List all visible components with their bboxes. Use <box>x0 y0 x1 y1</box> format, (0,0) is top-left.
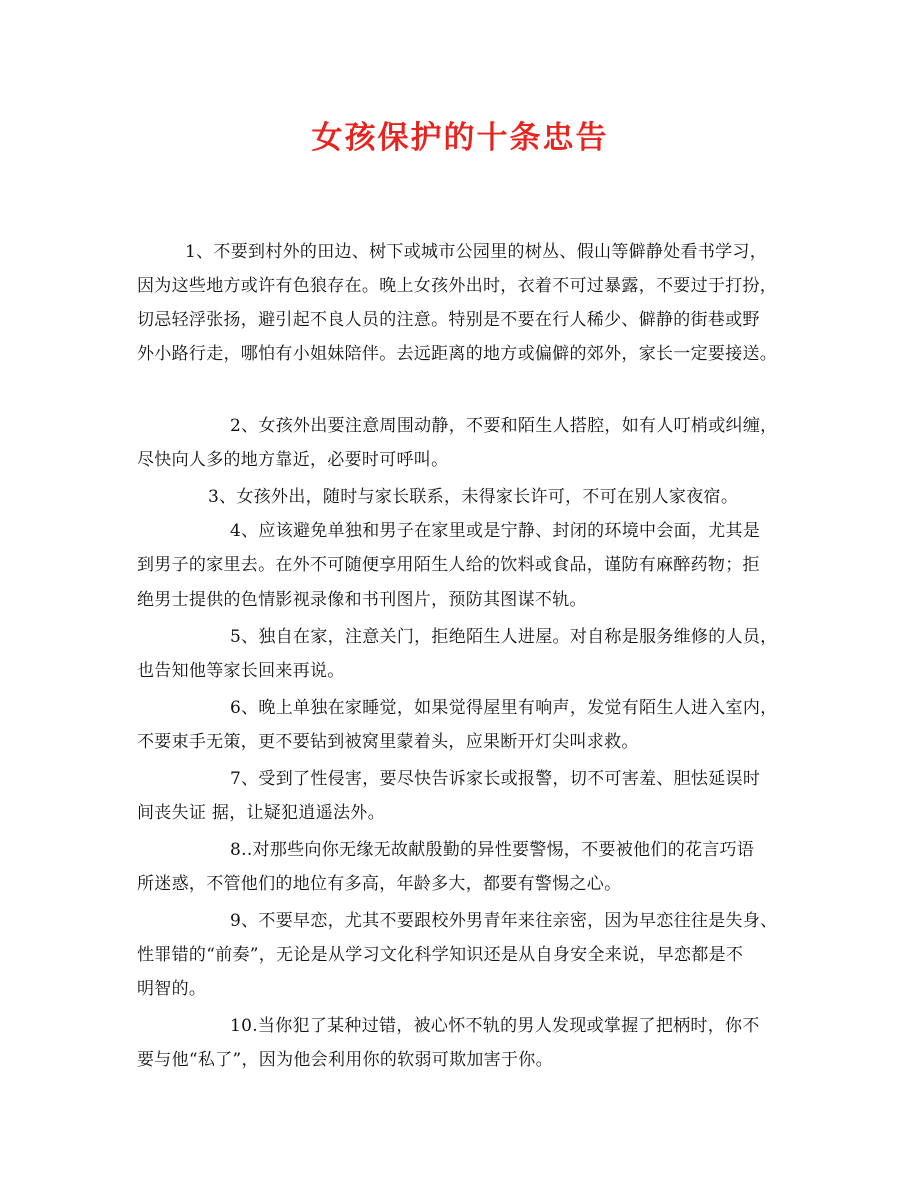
paragraph-7-line-2: 间丧失证 据，让疑犯逍遥法外。 <box>137 803 385 823</box>
paragraph-4-line-2: 到男子的家里去。在外不可随便享用陌生人给的饮料或食品，谨防有麻醉药物；拒 <box>137 555 760 575</box>
paragraph-9-line-2: 性罪错的“前奏”，无论是从学习文化科学知识还是从自身安全来说，早恋都是不 <box>137 945 744 965</box>
paragraph-9-line-1: 9、不要早恋，尤其不要跟校外男青年来往亲密，因为早恋往往是失身、 <box>230 911 778 931</box>
document-title: 女孩保护的十条忠告 <box>311 120 609 156</box>
paragraph-1-line-1: 1、不要到村外的田边、树下或城市公园里的树丛、假山等僻静处看书学习， <box>185 242 768 262</box>
paragraph-8-line-2: 所迷惑，不管他们的地位有多高，年龄多大，都要有警惕之心。 <box>137 874 622 894</box>
paragraph-5-line-1: 5、独自在家，注意关门，拒绝陌生人进屋。对自称是服务维修的人员， <box>230 627 778 647</box>
paragraph-7-line-1: 7、受到了性侵害，要尽快告诉家长或报警，切不可害羞、胆怯延误时 <box>230 769 761 789</box>
paragraph-4-line-1: 4、应该避免单独和男子在家里或是宁静、封闭的环境中会面，尤其是 <box>230 521 761 541</box>
paragraph-1-line-2: 因为这些地方或许有色狼存在。晚上女孩外出时，衣着不可过暴露，不要过于打扮， <box>137 276 778 296</box>
paragraph-8-line-1: 8..对那些向你无缘无故献殷勤的异性要警惕，不要被他们的花言巧语 <box>230 840 755 860</box>
paragraph-1-line-4: 外小路行走，哪怕有小姐妹陪伴。去远距离的地方或偏僻的郊外，家长一定要接送。 <box>137 344 778 364</box>
paragraph-3-line-1: 3、女孩外出，随时与家长联系，未得家长许可，不可在别人家夜宿。 <box>208 487 739 507</box>
paragraph-10-line-1: 10.当你犯了某种过错，被心怀不轨的男人发现或掌握了把柄时，你不 <box>230 1016 760 1036</box>
paragraph-6-line-1: 6、晚上单独在家睡觉，如果觉得屋里有响声，发觉有陌生人进入室内， <box>230 698 778 718</box>
paragraph-2-line-2: 尽快向人多的地方靠近，必要时可呼叫。 <box>137 450 449 470</box>
paragraph-9-line-3: 明智的。 <box>137 979 207 999</box>
paragraph-5-line-2: 也告知他等家长回来再说。 <box>137 661 345 681</box>
paragraph-2-line-1: 2、女孩外出要注意周围动静，不要和陌生人搭腔，如有人叮梢或纠缠， <box>230 416 778 436</box>
paragraph-1-line-3: 切忌轻浮张扬，避引起不良人员的注意。特别是不要在行人稀少、僻静的街巷或野 <box>137 310 760 330</box>
paragraph-4-line-3: 绝男士提供的色情影视录像和书刊图片，预防其图谋不轨。 <box>137 590 587 610</box>
paragraph-10-line-2: 要与他“私了”，因为他会利用你的软弱可欺加害于你。 <box>137 1050 553 1070</box>
paragraph-6-line-2: 不要束手无策，更不要钻到被窝里蒙着头，应果断开灯尖叫求救。 <box>137 732 639 752</box>
